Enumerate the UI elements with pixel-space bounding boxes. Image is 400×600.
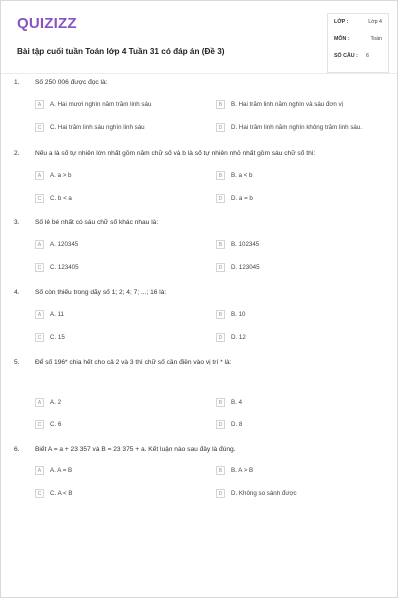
option-text: B. a < b bbox=[231, 172, 253, 179]
option-text: D. 8 bbox=[231, 421, 243, 428]
question-number: 2. bbox=[14, 150, 20, 157]
meta-class-value: Lớp 4 bbox=[368, 19, 382, 25]
option-text: D. 123045 bbox=[231, 264, 260, 271]
option-text: D. Không so sánh được bbox=[231, 490, 297, 497]
option-text: A. 120345 bbox=[50, 241, 79, 248]
option-letter-box: B bbox=[216, 310, 225, 319]
option-text: A. Hai mươi nghìn năm trăm linh sáu bbox=[50, 101, 152, 108]
meta-class-label: LỚP : bbox=[334, 19, 349, 25]
option-letter-box: B bbox=[216, 240, 225, 249]
option-letter-box: B bbox=[216, 398, 225, 407]
worksheet-title: Bài tập cuối tuần Toán lớp 4 Tuần 31 có đáp án (Đề 3) bbox=[17, 47, 225, 56]
option-text: A. a > b bbox=[50, 172, 72, 179]
option-letter-box: D bbox=[216, 333, 225, 342]
header-divider bbox=[1, 73, 397, 74]
option-letter-box: D bbox=[216, 489, 225, 498]
option-letter-box: C bbox=[35, 489, 44, 498]
question-number: 6. bbox=[14, 446, 20, 453]
option-text: C. Hai trăm linh sáu nghìn linh sáu bbox=[50, 124, 145, 131]
option-text: D. Hai trăm linh năm nghìn không trăm linh sáu. bbox=[231, 124, 363, 131]
option-text: A. 2 bbox=[50, 399, 62, 406]
option-letter-box: A bbox=[35, 398, 44, 407]
quizizz-logo: QUIZIZZ bbox=[17, 15, 77, 32]
question-text: Để số 196* chia hết cho cả 2 và 3 thì chữ số cần điền vào vị trí * là: bbox=[35, 359, 232, 366]
option-text: B. Hai trăm linh năm nghìn và sáu đơn vị bbox=[231, 101, 344, 108]
option-text: C. A < B bbox=[50, 490, 73, 497]
option-letter-box: C bbox=[35, 420, 44, 429]
question-text: Biết A = a + 23 357 và B = 23 375 + a. Kết luận nào sau đây là đúng. bbox=[35, 446, 236, 453]
question-text: Số lẻ bé nhất có sáu chữ số khác nhau là: bbox=[35, 219, 159, 226]
option-letter-box: C bbox=[35, 194, 44, 203]
question-text: Nếu a là số tự nhiên lớn nhất gồm năm chữ số và b là số tự nhiên nhỏ nhất gồm sáu chữ số thì: bbox=[35, 150, 316, 157]
option-letter-box: C bbox=[35, 333, 44, 342]
option-text: D. 12 bbox=[231, 334, 246, 341]
question-text: Số còn thiếu trong dãy số 1; 2; 4; 7; ...; 16 là: bbox=[35, 289, 167, 296]
option-text: C. 123405 bbox=[50, 264, 79, 271]
option-letter-box: B bbox=[216, 100, 225, 109]
option-letter-box: D bbox=[216, 263, 225, 272]
meta-count-label: SỐ CÂU : bbox=[334, 53, 358, 59]
worksheet-header bbox=[17, 13, 389, 73]
option-letter-box: B bbox=[216, 466, 225, 475]
option-letter-box: C bbox=[35, 263, 44, 272]
option-letter-box: A bbox=[35, 100, 44, 109]
meta-box bbox=[327, 13, 389, 73]
option-text: B. 102345 bbox=[231, 241, 260, 248]
option-letter-box: D bbox=[216, 420, 225, 429]
option-letter-box: A bbox=[35, 171, 44, 180]
option-text: A. A = B bbox=[50, 467, 73, 474]
option-text: D. a = b bbox=[231, 195, 253, 202]
option-text: C. 15 bbox=[50, 334, 65, 341]
option-letter-box: A bbox=[35, 466, 44, 475]
option-text: A. 11 bbox=[50, 311, 64, 318]
question-number: 5. bbox=[14, 359, 20, 366]
option-text: B. 10 bbox=[231, 311, 246, 318]
meta-subject-label: MÔN : bbox=[334, 36, 350, 42]
question-number: 3. bbox=[14, 219, 20, 226]
meta-subject-value: Toán bbox=[370, 36, 382, 42]
question-number: 1. bbox=[14, 79, 20, 86]
option-text: C. 6 bbox=[50, 421, 62, 428]
option-letter-box: D bbox=[216, 123, 225, 132]
option-letter-box: D bbox=[216, 194, 225, 203]
option-letter-box: B bbox=[216, 171, 225, 180]
option-letter-box: C bbox=[35, 123, 44, 132]
option-letter-box: A bbox=[35, 240, 44, 249]
question-text: Số 250 006 được đọc là: bbox=[35, 79, 108, 86]
option-letter-box: A bbox=[35, 310, 44, 319]
meta-count-value: 6 bbox=[366, 53, 369, 59]
option-text: B. A > B bbox=[231, 467, 254, 474]
option-text: C. b < a bbox=[50, 195, 72, 202]
question-number: 4. bbox=[14, 289, 20, 296]
option-text: B. 4 bbox=[231, 399, 243, 406]
